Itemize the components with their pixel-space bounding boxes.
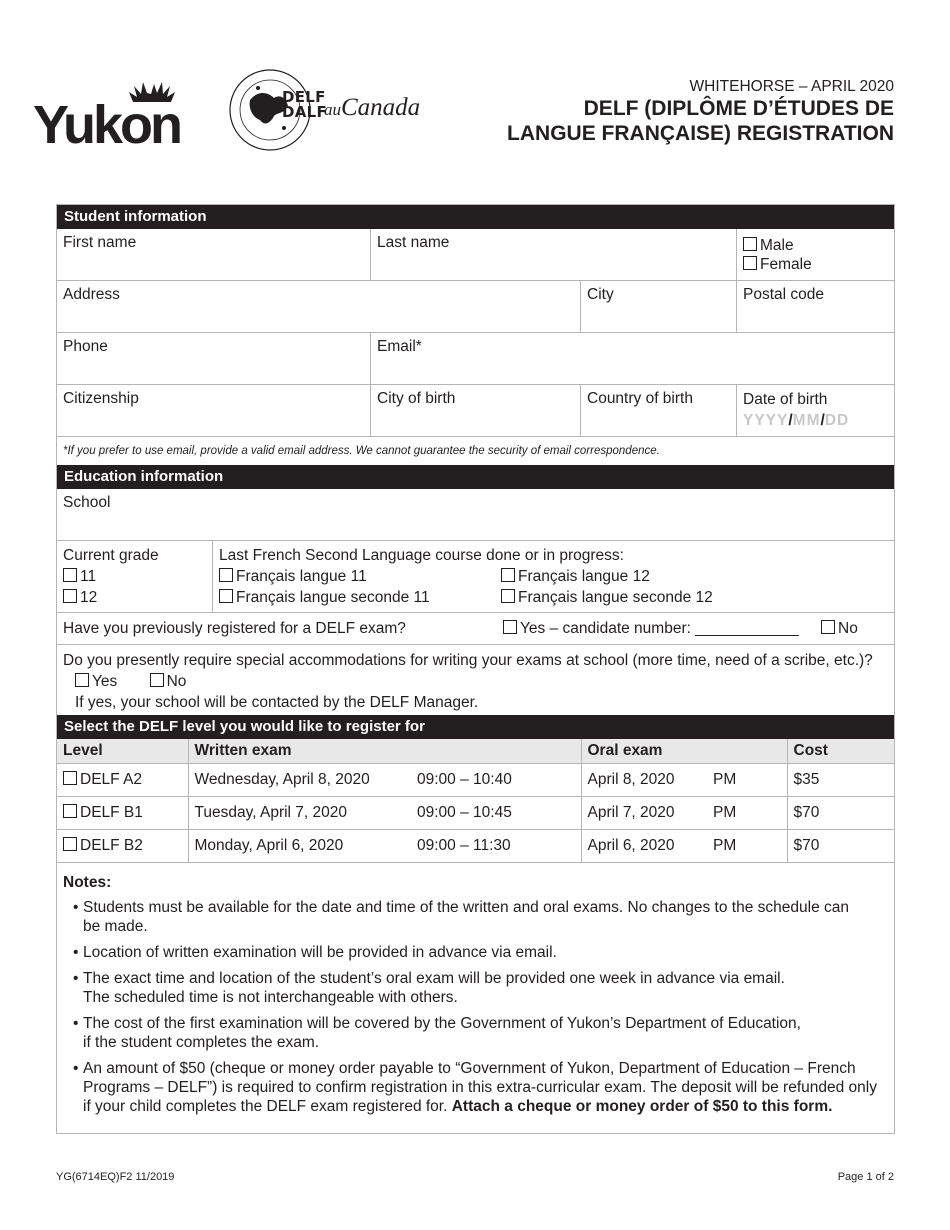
course-fls12-checkbox[interactable]	[501, 589, 515, 603]
level-label: DELF B2	[80, 836, 143, 854]
address-row	[57, 281, 894, 333]
delf-dalf-logo	[228, 68, 428, 154]
city-of-birth-label: City of birth	[377, 390, 456, 407]
dalf-text: DALF	[282, 103, 328, 121]
accommodations-field	[57, 645, 894, 715]
male-label: Male	[760, 237, 794, 254]
oral-date-cell: April 7, 2020	[581, 796, 707, 829]
note-2: Location of written examination will be provided in advance via email.	[83, 943, 557, 961]
note-5-bold: Attach a cheque or money order of $50 to this form.	[451, 1097, 833, 1115]
city-field[interactable]	[581, 281, 737, 332]
written-date-cell: Monday, April 6, 2020	[188, 829, 411, 862]
note-5c: if your child completes the DELF exam registered for.	[83, 1097, 448, 1115]
accommodations-question: Do you presently require special accommodations for writing your exams at school (more time, need of a scribe, etc.)?	[63, 652, 873, 669]
yukon-logo	[33, 80, 193, 148]
oral-date-cell: April 6, 2020	[581, 829, 707, 862]
course-fls11-option[interactable]	[219, 587, 430, 608]
course-fl12-checkbox[interactable]	[501, 568, 515, 582]
grade-12-checkbox[interactable]	[63, 589, 77, 603]
note-1a: Students must be available for the date and time of the written and oral exams. No changes to the schedule can	[83, 898, 849, 916]
au-text: au	[324, 100, 341, 119]
citizenship-label: Citizenship	[63, 390, 139, 407]
city-of-birth-field[interactable]	[371, 385, 581, 436]
course-fls12-option[interactable]	[501, 587, 713, 608]
student-info-header: Student information	[57, 205, 894, 229]
note-3a: The exact time and location of the student’s oral exam will be provided one week in advance via email.	[83, 969, 785, 987]
school-row	[57, 489, 894, 541]
oral-time-cell: PM	[707, 829, 787, 862]
grade-11-label: 11	[80, 568, 97, 585]
course-fls11-checkbox[interactable]	[219, 589, 233, 603]
address-field[interactable]	[57, 281, 581, 332]
level-cell[interactable]	[57, 763, 188, 796]
levels-table	[57, 739, 894, 863]
prev-yes-option[interactable]	[503, 619, 799, 639]
page-number: Page 1 of 2	[837, 1171, 894, 1183]
delf-dalf-wordmark	[282, 90, 327, 120]
dob-format	[743, 410, 888, 431]
accommodations-row	[57, 645, 894, 715]
first-name-field[interactable]	[57, 229, 371, 280]
oral-time-cell: PM	[707, 763, 787, 796]
acc-yes-option[interactable]	[75, 673, 117, 690]
dob-mm: MM	[792, 412, 821, 429]
acc-no-label: No	[166, 673, 187, 690]
notes-section	[57, 863, 894, 1133]
male-option[interactable]	[743, 235, 888, 256]
form-code: YG(6714EQ)F2 11/2019	[56, 1171, 175, 1183]
course-fl12-option[interactable]	[501, 566, 650, 587]
birth-row	[57, 385, 894, 437]
gender-field	[737, 229, 894, 280]
list-item	[73, 943, 888, 962]
prev-yes-label: Yes – candidate number: ____________	[520, 620, 799, 637]
table-row	[57, 763, 894, 796]
grade-11-option[interactable]	[63, 566, 206, 587]
document-title-line2: LANGUE FRANÇAISE) REGISTRATION	[507, 122, 894, 145]
acc-yes-checkbox[interactable]	[75, 673, 89, 687]
note-1b: be made.	[83, 917, 148, 935]
level-cell[interactable]	[57, 829, 188, 862]
note-3b: The scheduled time is not interchangeable with others.	[83, 988, 458, 1006]
written-time-cell: 09:00 – 11:30	[411, 829, 581, 862]
accommodations-note: If yes, your school will be contacted by the DELF Manager.	[75, 694, 479, 711]
course-fl11-option[interactable]	[219, 566, 367, 587]
city-label: City	[587, 286, 614, 303]
female-label: Female	[760, 256, 812, 273]
note-4a: The cost of the first examination will be covered by the Government of Yukon’s Department of Education,	[83, 1014, 801, 1032]
note-4b: if the student completes the exam.	[83, 1033, 320, 1051]
prev-no-checkbox[interactable]	[821, 620, 835, 634]
dob-dd: DD	[824, 412, 850, 429]
course-fl12-label: Français langue 12	[518, 568, 650, 585]
level-label: DELF B1	[80, 803, 143, 821]
education-info-header: Education information	[57, 465, 894, 489]
course-fl11-checkbox[interactable]	[219, 568, 233, 582]
yukon-logo-text: Yukon	[33, 95, 181, 148]
levels-table-header	[57, 739, 894, 763]
contact-row	[57, 333, 894, 385]
canada-text: Canada	[341, 94, 421, 121]
grade-12-option[interactable]	[63, 587, 206, 608]
female-option[interactable]	[743, 254, 888, 275]
notes-title: Notes:	[63, 873, 112, 891]
written-time-col-header	[411, 739, 581, 763]
note-5a: An amount of $50 (cheque or money order payable to “Government of Yukon, Department of Education – French	[83, 1059, 856, 1077]
written-col-header: Written exam	[188, 739, 411, 763]
prev-registered-row	[57, 613, 894, 645]
cost-col-header: Cost	[787, 739, 894, 763]
table-row	[57, 796, 894, 829]
female-checkbox[interactable]	[743, 256, 757, 270]
dob-yyyy: YYYY	[743, 412, 789, 429]
last-name-label: Last name	[377, 234, 450, 251]
phone-field[interactable]	[57, 333, 371, 384]
email-label: Email*	[377, 338, 422, 355]
written-date-cell: Tuesday, April 7, 2020	[188, 796, 411, 829]
male-checkbox[interactable]	[743, 237, 757, 251]
name-row	[57, 229, 894, 281]
table-row	[57, 829, 894, 862]
prev-registered-field	[57, 613, 894, 644]
course-fls11-label: Français langue seconde 11	[236, 589, 430, 606]
citizenship-field[interactable]	[57, 385, 371, 436]
cost-cell: $70	[787, 796, 894, 829]
list-item	[73, 969, 888, 1007]
email-field[interactable]	[371, 333, 894, 384]
prev-yes-checkbox[interactable]	[503, 620, 517, 634]
last-course-field	[213, 541, 894, 612]
level-label: DELF A2	[80, 770, 143, 788]
email-note: *If you prefer to use email, provide a valid email address. We cannot guarantee the security of email correspondence.	[63, 445, 660, 457]
oral-date-cell: April 8, 2020	[581, 763, 707, 796]
school-label: School	[63, 494, 111, 511]
list-item	[73, 1014, 888, 1052]
date-of-birth-label: Date of birth	[743, 391, 828, 408]
first-name-label: First name	[63, 234, 137, 251]
document-title-line1: DELF (DIPLÔME D’ÉTUDES DE	[583, 97, 894, 120]
levels-header: Select the DELF level you would like to register for	[57, 715, 894, 739]
list-item	[73, 1059, 888, 1116]
oral-col-header: Oral exam	[581, 739, 707, 763]
level-cell[interactable]	[57, 796, 188, 829]
document-header	[507, 78, 894, 146]
level-col-header: Level	[57, 739, 188, 763]
postal-code-label: Postal code	[743, 286, 824, 303]
notes-list	[63, 898, 888, 1116]
course-fl11-label: Français langue 11	[236, 568, 367, 585]
country-of-birth-field[interactable]	[581, 385, 737, 436]
school-field[interactable]	[57, 489, 894, 540]
prev-no-label: No	[838, 620, 858, 637]
level-a2-checkbox[interactable]	[63, 771, 77, 785]
level-b1-checkbox[interactable]	[63, 804, 77, 818]
date-of-birth-field[interactable]	[737, 385, 894, 436]
acc-yes-label: Yes	[92, 673, 118, 690]
phone-label: Phone	[63, 338, 108, 355]
dob-sep-1: /	[788, 412, 793, 429]
oral-time-cell: PM	[707, 796, 787, 829]
oral-time-col-header	[707, 739, 787, 763]
written-time-cell: 09:00 – 10:40	[411, 763, 581, 796]
cost-cell: $70	[787, 829, 894, 862]
acc-no-checkbox[interactable]	[150, 673, 164, 687]
country-of-birth-label: Country of birth	[587, 390, 693, 407]
address-label: Address	[63, 286, 120, 303]
current-grade-field	[57, 541, 213, 612]
current-grade-label: Current grade	[63, 547, 159, 564]
last-course-label: Last French Second Language course done or in progress:	[219, 547, 624, 564]
grade-row	[57, 541, 894, 613]
prev-no-option[interactable]	[821, 619, 858, 639]
written-time-cell: 09:00 – 10:45	[411, 796, 581, 829]
dob-sep-2: /	[820, 412, 825, 429]
grade-12-label: 12	[80, 589, 98, 606]
last-name-field[interactable]	[371, 229, 737, 280]
list-item	[73, 898, 888, 936]
prev-registered-label: Have you previously registered for a DELF exam?	[63, 620, 406, 637]
acc-no-option[interactable]	[150, 673, 187, 690]
delf-text: DELF	[282, 88, 326, 106]
grade-11-checkbox[interactable]	[63, 568, 77, 582]
level-b2-checkbox[interactable]	[63, 837, 77, 851]
note-5b: Programs – DELF”) is required to confirm registration in this extra-curricular exam. The deposit will be refunded only	[83, 1078, 877, 1096]
cost-cell: $35	[787, 763, 894, 796]
written-date-cell: Wednesday, April 8, 2020	[188, 763, 411, 796]
registration-form	[56, 204, 895, 1134]
accommodations-options	[63, 671, 888, 692]
postal-code-field[interactable]	[737, 281, 894, 332]
document-subtitle: WHITEHORSE – APRIL 2020	[689, 78, 894, 95]
course-fls12-label: Français langue seconde 12	[518, 589, 713, 606]
au-canada-wordmark	[324, 94, 420, 124]
